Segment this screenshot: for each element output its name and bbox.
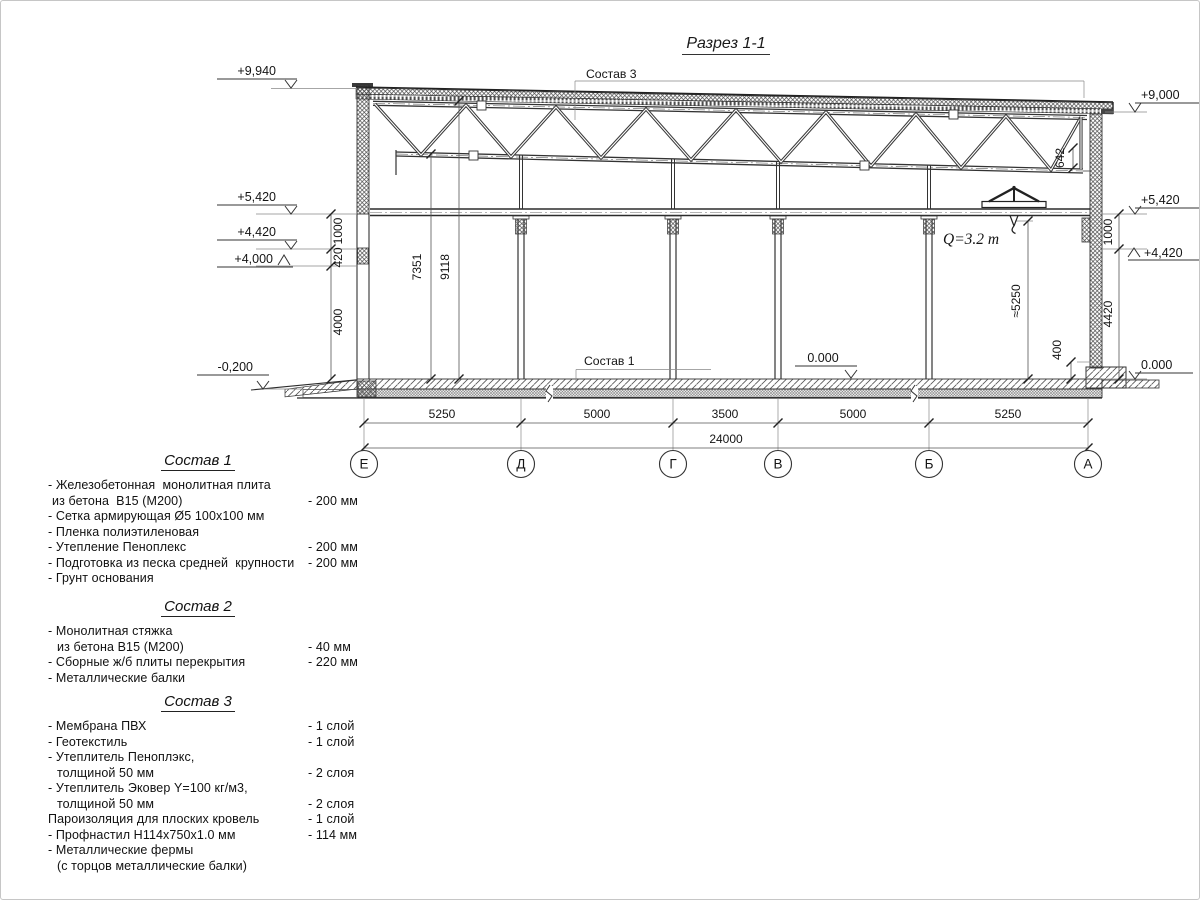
roof-truss xyxy=(373,101,1090,175)
composition-row xyxy=(48,750,393,766)
row-text: - Геотекстиль xyxy=(48,734,128,749)
composition-row xyxy=(48,525,393,541)
composition-row xyxy=(48,624,393,640)
composition-row xyxy=(48,540,393,556)
composition-row xyxy=(48,735,393,751)
axis-label-v: В xyxy=(773,456,783,472)
composition-row xyxy=(48,478,393,494)
row-text: из бетона В15 (М200) xyxy=(57,639,184,654)
axis-label-g: Г xyxy=(669,456,677,472)
dim-total-24000: 24000 xyxy=(709,432,743,446)
composition-row xyxy=(48,509,393,525)
row-text: - Сборные ж/б плиты перекрытия xyxy=(48,655,246,669)
composition-row xyxy=(48,843,393,859)
composition-row xyxy=(48,766,393,782)
crane-beam xyxy=(370,209,1090,216)
composition-row xyxy=(48,494,393,510)
composition-1-heading: Состав 1 xyxy=(48,452,348,469)
dim-wall-left-4000: 4000 xyxy=(331,308,345,336)
composition-row xyxy=(48,859,393,875)
row-value: - 40 мм xyxy=(308,639,351,654)
row-value: - 1 слой xyxy=(308,734,355,749)
axis-label-b: Б xyxy=(924,456,934,472)
level-right-9000: +9,000 xyxy=(1141,88,1180,102)
dim-clear-7351: 7351 xyxy=(410,253,424,281)
dim-clear-9118: 9118 xyxy=(438,254,452,280)
composition-2-heading: Состав 2 xyxy=(48,598,348,615)
section-drawing xyxy=(1,1,1200,501)
row-value: - 114 мм xyxy=(308,827,358,842)
dim-hook-5250: ≈5250 xyxy=(1009,284,1023,318)
composition-row xyxy=(48,640,393,656)
row-value: - 220 мм xyxy=(308,655,358,669)
row-text: - Железобетонная монолитная плита xyxy=(48,478,271,492)
row-text: толщиной 50 мм xyxy=(57,765,155,780)
level-right-0000: 0.000 xyxy=(1141,358,1173,372)
row-value: - 2 слоя xyxy=(308,796,355,811)
axis-label-e: Е xyxy=(359,456,369,472)
row-value: - 200 мм xyxy=(308,493,358,508)
row-text: толщиной 50 мм xyxy=(57,796,155,811)
callout-floor-layers: Состав 1 xyxy=(584,354,635,368)
composition-row xyxy=(48,719,393,735)
dim-span-3: 3500 xyxy=(711,407,739,421)
row-text: - Металлические балки xyxy=(48,670,186,685)
composition-block-2 xyxy=(48,598,393,686)
dim-truss-end-642: 642 xyxy=(1053,147,1067,169)
level-right-4420: +4,420 xyxy=(1144,246,1183,260)
row-text: - Монолитная стяжка xyxy=(48,624,173,638)
row-text: Пароизоляция для плоских кровель xyxy=(48,812,260,826)
dim-wall-right-4420: 4420 xyxy=(1101,300,1115,328)
dim-span-5: 5250 xyxy=(994,407,1022,421)
row-text: - Утеплитель Пеноплэкс, xyxy=(48,750,195,764)
row-text: - Утеплитель Эковер Y=100 кг/м3, xyxy=(48,781,248,795)
axis-bubbles xyxy=(351,451,1102,478)
elevation-marks xyxy=(197,79,1199,389)
row-value: - 200 мм xyxy=(308,540,358,554)
row-text: - Пленка полиэтиленовая xyxy=(48,524,200,539)
level-left-5420: +5,420 xyxy=(237,190,276,204)
composition-row xyxy=(48,556,393,572)
row-value: - 200 мм xyxy=(308,555,358,570)
level-left-9940: +9,940 xyxy=(237,64,276,78)
dim-wall-right-1000: 1000 xyxy=(1101,218,1115,246)
composition-row xyxy=(48,812,393,828)
axis-label-a: А xyxy=(1083,456,1093,472)
composition-row xyxy=(48,571,393,587)
left-wall xyxy=(352,83,373,379)
composition-row xyxy=(48,655,393,671)
dim-span-4: 5000 xyxy=(839,407,867,421)
columns xyxy=(513,156,937,380)
dim-wall-left-1000: 1000 xyxy=(331,217,345,245)
row-value: - 1 слой xyxy=(308,812,355,826)
row-text: - Грунт основания xyxy=(48,571,154,585)
level-right-5420: +5,420 xyxy=(1141,193,1180,207)
crane-capacity-label: Q=3.2 т xyxy=(943,231,1000,248)
composition-block-3 xyxy=(48,693,393,874)
drawing-title: Разрез 1-1 xyxy=(646,35,806,53)
row-value: - 2 слоя xyxy=(308,765,355,780)
level-left-4000: +4,000 xyxy=(234,252,273,266)
level-left-4420: +4,420 xyxy=(237,225,276,239)
composition-row xyxy=(48,781,393,797)
row-text: - Утепление Пеноплекс xyxy=(48,540,187,554)
level-inner-0000: 0.000 xyxy=(807,351,839,365)
dim-span-1: 5250 xyxy=(428,407,456,421)
row-text: (с торцов металлические балки) xyxy=(57,858,248,873)
dim-span-2: 5000 xyxy=(583,407,611,421)
composition-row xyxy=(48,671,393,687)
composition-block-1 xyxy=(48,452,393,587)
composition-row xyxy=(48,797,393,813)
floor-slab xyxy=(251,379,1102,402)
callout-roof-layers: Состав 3 xyxy=(586,67,637,81)
composition-3-heading: Состав 3 xyxy=(48,693,348,710)
axis-label-d: Д xyxy=(516,456,526,472)
dim-plinth-400: 400 xyxy=(1050,339,1064,361)
row-value: - 1 слой xyxy=(308,719,355,733)
row-text: - Металлические фермы xyxy=(48,843,194,857)
dim-wall-left-420: 420 xyxy=(331,247,345,268)
composition-row xyxy=(48,828,393,844)
row-text: - Профнастил Н114х750х1.0 мм xyxy=(48,827,236,842)
row-text: - Подготовка из песка средней крупности xyxy=(48,555,295,570)
row-text: - Мембрана ПВХ xyxy=(48,719,147,733)
row-text: - Сетка армирующая Ø5 100х100 мм xyxy=(48,509,265,523)
level-left-m0200: -0,200 xyxy=(217,360,253,374)
row-text: из бетона В15 (М200) xyxy=(52,493,183,508)
